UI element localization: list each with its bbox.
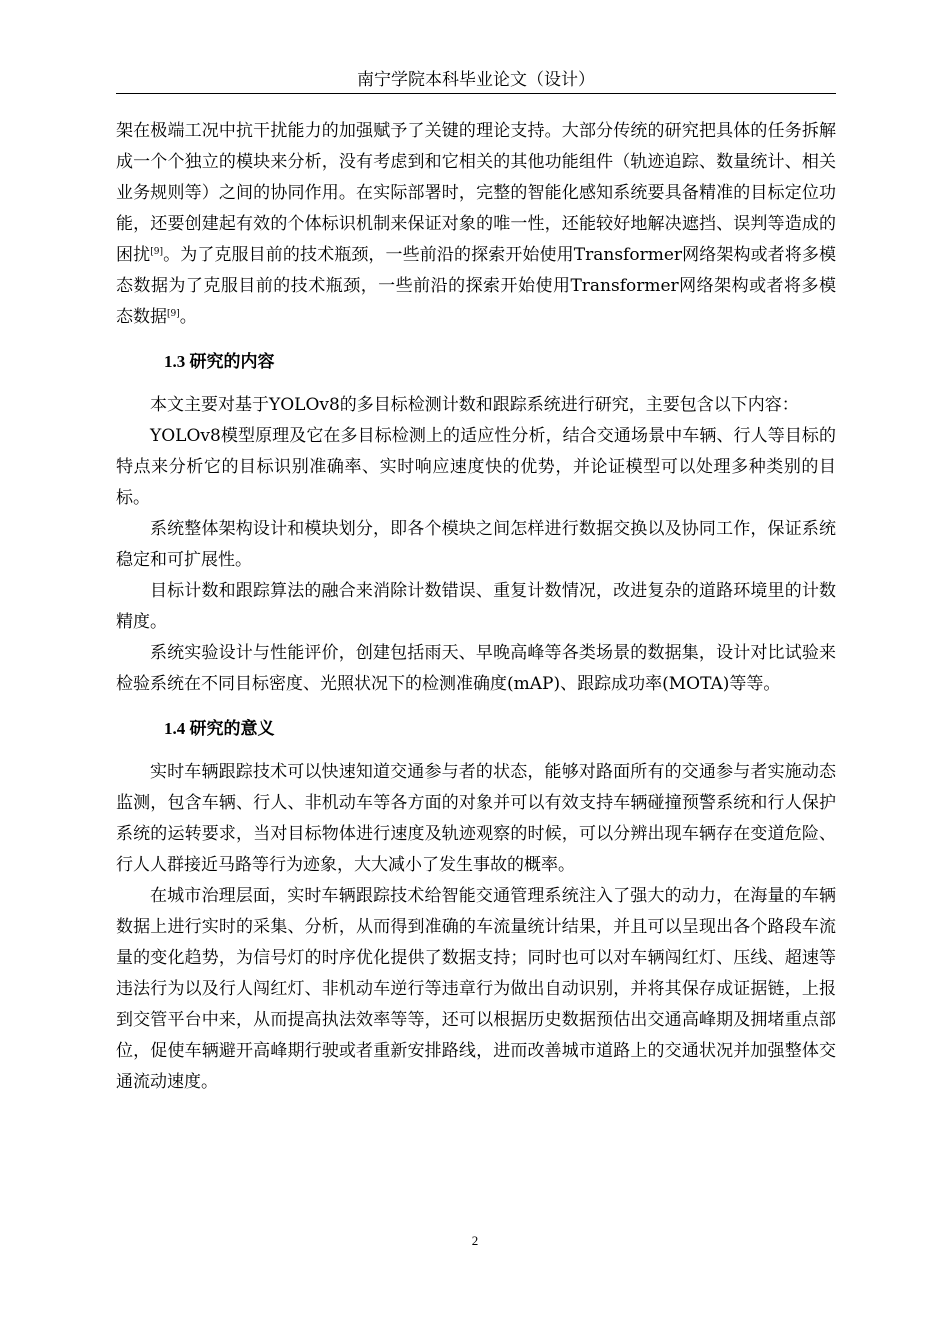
paragraph: 本文主要对基于YOLOv8的多目标检测计数和跟踪系统进行研究，主要包含以下内容： xyxy=(150,395,799,415)
paragraph: 系统整体架构设计和模块划分，即各个模块之间怎样进行数据交换以及协同工作，保证系统稳定和可扩展性。 xyxy=(116,519,836,570)
document-body xyxy=(116,116,836,1098)
paragraph-continued xyxy=(116,116,836,333)
paragraph-text: 。 xyxy=(179,307,197,327)
paragraph-text: 。为了克服目前的技术瓶颈，一些前沿的探索开始使用Transformer网络架构或者将多模态数据为了克服目前的技术瓶颈，一些前沿的探索开始使用Transformer网络架构或者将多模态数据 xyxy=(116,245,837,327)
paragraph: 目标计数和跟踪算法的融合来消除计数错误、重复计数情况，改进复杂的道路环境里的计数精度。 xyxy=(116,581,836,632)
paragraph: 在城市治理层面，实时车辆跟踪技术给智能交通管理系统注入了强大的动力，在海量的车辆数据上进行实时的采集、分析，从而得到准确的车流量统计结果，并且可以呈现出各个路段车流量的变化趋势，为信号灯的时序优化提供了数据支持；同时也可以对车辆闯红灯、压线、超速等违法行为以及行人闯红灯、非机动车逆行等违章行为做出自动识别，并将其保存成证据链，上报到交管平台中来，从而提高执法效率等等，还可以根据历史数据预估出交通高峰期及拥堵重点部位，促使车辆避开高峰期行驶或者重新安排路线，进而改善城市道路上的交通状况并加强整体交通流动速度。 xyxy=(116,886,836,1092)
citation-ref: [9] xyxy=(150,247,163,257)
citation-ref: [9] xyxy=(167,309,180,319)
paragraph: YOLOv8模型原理及它在多目标检测上的适应性分析，结合交通场景中车辆、行人等目标的特点来分析它的目标识别准确率、实时响应速度快的优势，并论证模型可以处理多种类别的目标。 xyxy=(116,426,836,508)
section-heading-1-3: 1.3 研究的内容 xyxy=(164,352,275,371)
header-rule xyxy=(116,93,836,94)
page-number: 2 xyxy=(471,1233,479,1248)
page-header: 南宁学院本科毕业论文（设计） xyxy=(357,70,595,90)
section-heading-1-4: 1.4 研究的意义 xyxy=(164,719,275,738)
paragraph: 实时车辆跟踪技术可以快速知道交通参与者的状态，能够对路面所有的交通参与者实施动态监测，包含车辆、行人、非机动车等各方面的对象并可以有效支持车辆碰撞预警系统和行人保护系统的运转要求，当对目标物体进行速度及轨迹观察的时候，可以分辨出现车辆存在变道危险、行人人群接近马路等行为迹象，大大减小了发生事故的概率。 xyxy=(116,762,836,875)
paragraph-text: 架在极端工况中抗干扰能力的加强赋予了关键的理论支持。大部分传统的研究把具体的任务拆解成一个个独立的模块来分析，没有考虑到和它相关的其他功能组件（轨迹追踪、数量统计、相关业务规则等）之间的协同作用。在实际部署时，完整的智能化感知系统要具备精准的目标定位功能，还要创建起有效的个体标识机制来保证对象的唯一性，还能较好地解决遮挡、误判等造成的困扰 xyxy=(116,121,836,265)
paragraph: 系统实验设计与性能评价，创建包括雨天、早晚高峰等各类场景的数据集，设计对比试验来检验系统在不同目标密度、光照状况下的检测准确度(mAP)、跟踪成功率(MOTA)等等。 xyxy=(116,643,836,694)
